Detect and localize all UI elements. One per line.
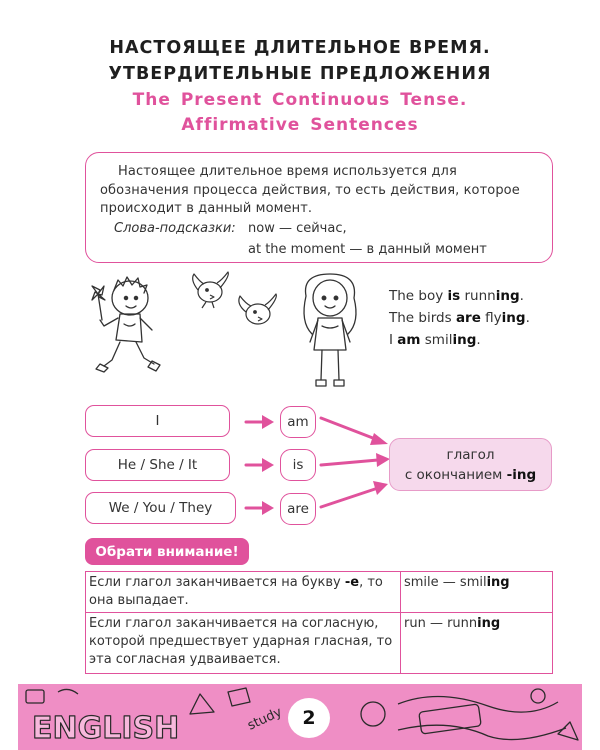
result-line1: глагол [446, 447, 495, 463]
rule-cell: Если глагол заканчивается на букву -e, то она выпадает. [86, 572, 401, 613]
hints-label: Слова-подсказки: [114, 221, 236, 236]
subject-pill: He / She / It [85, 449, 230, 481]
doodle-triangle-icon [558, 722, 578, 740]
arrow-right-icon [246, 415, 274, 429]
auxiliary-pill: are [280, 493, 316, 525]
doodle-wave-icon [398, 696, 558, 712]
subject-pill: We / You / They [85, 492, 236, 524]
smiling-girl-icon [304, 274, 356, 386]
hint-now: now — сейчас, [248, 221, 347, 236]
example-sentence: The boy is running. [389, 288, 524, 304]
title-en-line1: The Present Continuous Tense. [132, 90, 468, 110]
rule-text: Настоящее длительное время используется для обозначения процесса действия, то есть действия, которое происходит в данный момент. [100, 164, 520, 216]
example-cell: smile — smiling [401, 572, 553, 613]
arrow-right-icon [246, 458, 274, 472]
attention-label: Обрати внимание! [85, 538, 249, 565]
doodle-wave-icon [398, 725, 566, 739]
doodle-circle-icon [361, 702, 385, 726]
title-en-line2: Affirmative Sentences [181, 115, 419, 135]
result-line2: с окончанием -ing [404, 467, 537, 483]
doodle-box-icon [26, 690, 44, 703]
example-sentence: I am smiling. [389, 332, 481, 348]
page-number: 2 [288, 698, 330, 738]
rule-box [85, 152, 553, 263]
subject-pill: I [85, 405, 230, 437]
rule-cell: Если глагол заканчивается на согласную, которой предшествует ударная гласная, то эта согласная удваивается. [86, 613, 401, 674]
doodle-book-icon [228, 688, 250, 706]
illustration [90, 268, 380, 393]
doodle-circle-icon [531, 689, 545, 703]
arrow-to-result-icon [321, 418, 388, 445]
running-boy-icon [92, 277, 160, 372]
title-ru-line1: НАСТОЯЩЕЕ ДЛИТЕЛЬНОЕ ВРЕМЯ. [109, 38, 491, 58]
spelling-rules-table [85, 571, 553, 674]
auxiliary-pill: is [280, 449, 316, 481]
hint-at-the-moment: at the moment — в данный момент [248, 242, 487, 257]
example-sentence: The birds are flying. [389, 310, 530, 326]
arrow-to-result-icon [321, 481, 388, 507]
result-box [389, 438, 552, 491]
doodle-swirl-icon [58, 689, 78, 694]
example-cell: run — running [401, 613, 553, 674]
flying-bird-icon [193, 272, 229, 308]
title-ru-line2: УТВЕРДИТЕЛЬНЫЕ ПРЕДЛОЖЕНИЯ [108, 64, 492, 84]
arrows [230, 400, 395, 520]
table-row [86, 572, 553, 613]
study-doodle: study [245, 704, 285, 734]
flying-bird-icon [239, 294, 276, 324]
table-row [86, 613, 553, 674]
doodle-triangle-icon [190, 694, 214, 714]
arrow-right-icon [246, 501, 274, 515]
auxiliary-pill: am [280, 406, 316, 438]
example-sentences [389, 285, 530, 351]
english-doodle: ENGLISH [32, 711, 180, 746]
arrow-to-result-icon [321, 453, 390, 467]
